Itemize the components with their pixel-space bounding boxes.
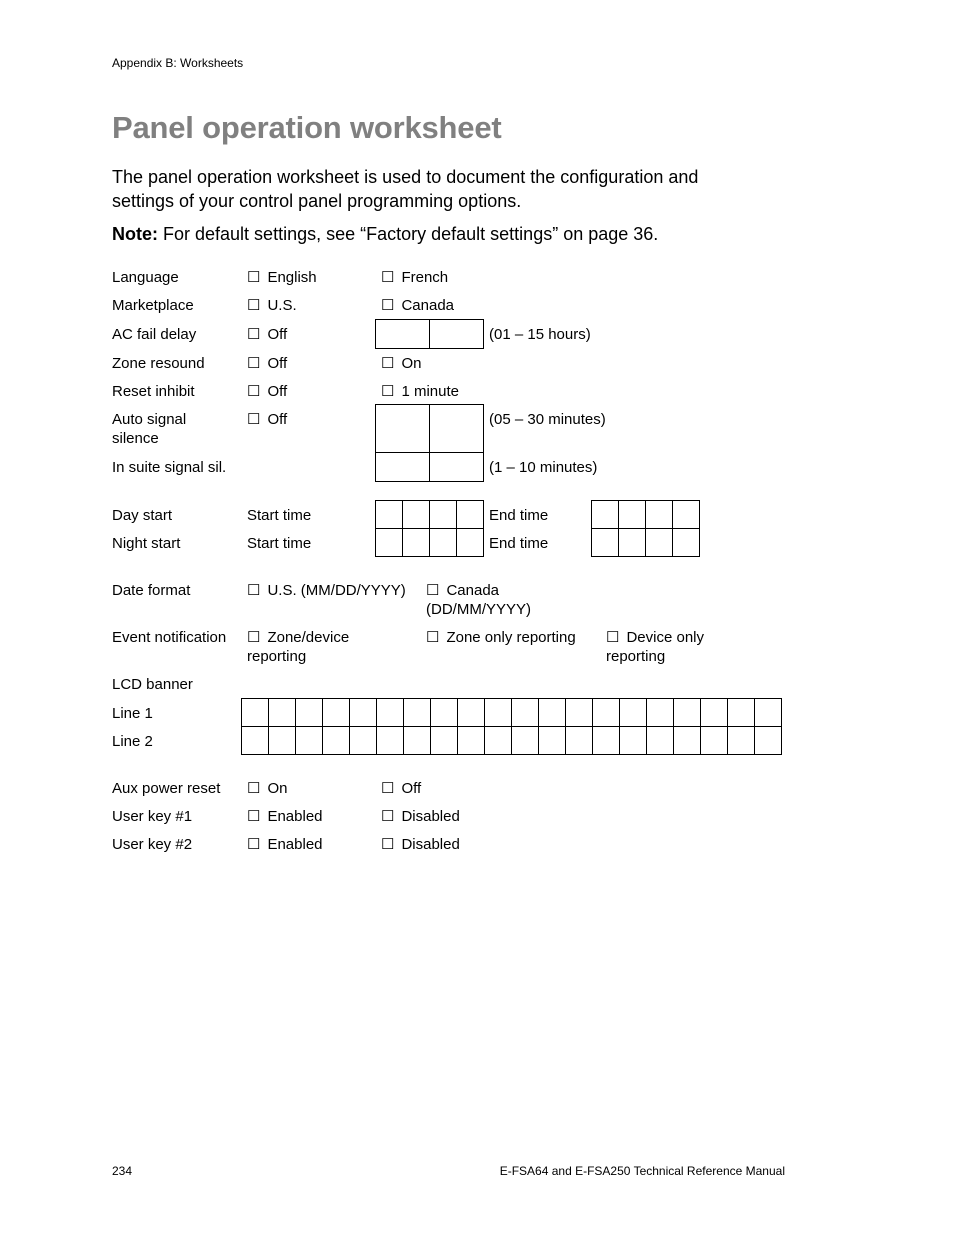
- date-format-us-option[interactable]: [247, 581, 406, 600]
- night-start-label: Night start: [112, 535, 181, 552]
- option-label: French: [401, 269, 449, 286]
- option-label: Off: [267, 411, 288, 428]
- checkbox-icon[interactable]: ☐: [381, 355, 395, 372]
- lcd-char-box[interactable]: [377, 699, 404, 727]
- option-label: 1 minute: [401, 383, 459, 400]
- option-label: Canada (DD/MM/YYYY): [426, 582, 531, 618]
- entry-box[interactable]: [376, 453, 430, 482]
- checkbox-icon[interactable]: ☐: [247, 780, 261, 797]
- lcd-char-box[interactable]: [296, 727, 323, 755]
- page-title: Panel operation worksheet: [112, 110, 502, 145]
- lcd-char-box[interactable]: [242, 699, 269, 727]
- option-label: Off: [267, 355, 288, 372]
- lcd-char-box[interactable]: [674, 699, 701, 727]
- entry-box[interactable]: [619, 529, 646, 557]
- entry-box[interactable]: [430, 320, 484, 349]
- checkbox-icon[interactable]: ☐: [381, 383, 395, 400]
- in-suite-signal-sil-label: In suite signal sil.: [112, 459, 227, 476]
- ac-fail-delay-label: AC fail delay: [112, 326, 197, 343]
- event-zone-device-option[interactable]: [247, 628, 397, 666]
- lcd-char-box[interactable]: [404, 727, 431, 755]
- reset-inhibit-off-option[interactable]: [247, 382, 287, 401]
- ac-fail-delay-entry-boxes[interactable]: [375, 319, 484, 349]
- lcd-char-box[interactable]: [647, 727, 674, 755]
- entry-box[interactable]: [430, 529, 457, 557]
- auto-signal-silence-entry-boxes[interactable]: [375, 404, 484, 453]
- lcd-char-box[interactable]: [350, 699, 377, 727]
- language-label: Language: [112, 269, 179, 286]
- lcd-char-box[interactable]: [728, 727, 755, 755]
- lcd-char-box[interactable]: [458, 727, 485, 755]
- lcd-line-1-label: Line 1: [112, 705, 153, 722]
- checkbox-icon[interactable]: ☐: [247, 269, 261, 286]
- entry-box[interactable]: [403, 529, 430, 557]
- entry-box[interactable]: [376, 405, 430, 453]
- option-label: Enabled: [267, 836, 323, 853]
- checkbox-icon[interactable]: ☐: [381, 780, 395, 797]
- lcd-char-box[interactable]: [755, 727, 782, 755]
- auto-signal-silence-off-option[interactable]: [247, 410, 287, 429]
- lcd-char-box[interactable]: [701, 727, 728, 755]
- lcd-char-box[interactable]: [323, 727, 350, 755]
- night-end-time-label: End time: [489, 535, 549, 552]
- in-suite-signal-sil-entry-boxes[interactable]: [375, 452, 484, 482]
- checkbox-icon[interactable]: ☐: [381, 836, 395, 853]
- zone-resound-off-option[interactable]: [247, 354, 287, 373]
- user-key-1-label: User key #1: [112, 808, 193, 825]
- night-start-time-label: Start time: [247, 535, 312, 552]
- option-label: U.S. (MM/DD/YYYY): [267, 582, 406, 599]
- day-start-time-label: Start time: [247, 507, 312, 524]
- in-suite-signal-sil-range: (1 – 10 minutes): [489, 459, 598, 476]
- checkbox-icon[interactable]: ☐: [247, 582, 261, 599]
- entry-box[interactable]: [619, 501, 646, 529]
- note-text: For default settings, see “Factory default settings” on page 36.: [163, 224, 659, 244]
- entry-box[interactable]: [457, 529, 484, 557]
- running-header: Appendix B: Worksheets: [112, 56, 244, 70]
- lcd-char-box[interactable]: [539, 699, 566, 727]
- lcd-char-box[interactable]: [620, 727, 647, 755]
- lcd-line-2-label: Line 2: [112, 733, 153, 750]
- lcd-char-box[interactable]: [377, 727, 404, 755]
- option-label: Zone/device reporting: [247, 629, 350, 665]
- option-label: Off: [267, 383, 288, 400]
- aux-power-reset-on-option[interactable]: [247, 779, 287, 798]
- manual-title: E-FSA64 and E-FSA250 Technical Reference Manual: [499, 1164, 785, 1178]
- lcd-char-box[interactable]: [512, 727, 539, 755]
- checkbox-icon[interactable]: ☐: [247, 355, 261, 372]
- lcd-char-box[interactable]: [485, 727, 512, 755]
- lcd-char-box[interactable]: [350, 727, 377, 755]
- date-format-label: Date format: [112, 582, 191, 599]
- lcd-char-box[interactable]: [485, 699, 512, 727]
- option-label: Device only reporting: [606, 629, 704, 665]
- entry-box[interactable]: [376, 501, 403, 529]
- option-label: English: [267, 269, 317, 286]
- end-time-entry-boxes[interactable]: [591, 500, 700, 557]
- checkbox-icon[interactable]: ☐: [606, 629, 620, 646]
- reset-inhibit-label: Reset inhibit: [112, 383, 195, 400]
- note-label: Note:: [112, 224, 158, 244]
- user-key-2-disabled-option[interactable]: [381, 835, 460, 854]
- option-label: Zone only reporting: [446, 629, 576, 646]
- reset-inhibit-1-minute-option[interactable]: [381, 382, 459, 401]
- day-start-label: Day start: [112, 507, 173, 524]
- option-label: Enabled: [267, 808, 323, 825]
- lcd-char-box[interactable]: [620, 699, 647, 727]
- entry-box[interactable]: [646, 501, 673, 529]
- checkbox-icon[interactable]: ☐: [426, 582, 440, 599]
- option-label: On: [401, 355, 422, 372]
- lcd-banner-entry-grid[interactable]: [241, 698, 782, 755]
- option-label: Disabled: [401, 808, 460, 825]
- auto-signal-silence-range: (05 – 30 minutes): [489, 411, 606, 428]
- lcd-char-box[interactable]: [242, 727, 269, 755]
- checkbox-icon[interactable]: ☐: [426, 629, 440, 646]
- entry-box[interactable]: [592, 501, 619, 529]
- checkbox-icon[interactable]: ☐: [247, 383, 261, 400]
- checkbox-icon[interactable]: ☐: [247, 326, 261, 343]
- checkbox-icon[interactable]: ☐: [247, 808, 261, 825]
- option-label: Off: [267, 326, 288, 343]
- marketplace-label: Marketplace: [112, 297, 194, 314]
- lcd-char-box[interactable]: [566, 699, 593, 727]
- checkbox-icon[interactable]: ☐: [381, 297, 395, 314]
- zone-resound-on-option[interactable]: [381, 354, 421, 373]
- auto-signal-silence-label: Auto signal silence: [112, 411, 187, 447]
- start-time-entry-boxes[interactable]: [375, 500, 484, 557]
- language-english-option[interactable]: [247, 268, 317, 287]
- option-label: U.S.: [267, 297, 297, 314]
- option-label: Disabled: [401, 836, 460, 853]
- lcd-char-box[interactable]: [674, 727, 701, 755]
- entry-box[interactable]: [430, 405, 484, 453]
- lcd-char-box[interactable]: [269, 727, 296, 755]
- marketplace-canada-option[interactable]: [381, 296, 454, 315]
- aux-power-reset-off-option[interactable]: [381, 779, 421, 798]
- lcd-char-box[interactable]: [593, 727, 620, 755]
- user-key-1-enabled-option[interactable]: [247, 807, 323, 826]
- lcd-char-box[interactable]: [566, 727, 593, 755]
- page-number: 234: [112, 1164, 133, 1178]
- lcd-char-box[interactable]: [431, 727, 458, 755]
- option-label: On: [267, 780, 288, 797]
- user-key-2-enabled-option[interactable]: [247, 835, 323, 854]
- ac-fail-delay-off-option[interactable]: [247, 325, 287, 344]
- day-end-time-label: End time: [489, 507, 549, 524]
- lcd-char-box[interactable]: [323, 699, 350, 727]
- event-device-only-option[interactable]: [606, 628, 736, 666]
- entry-box[interactable]: [403, 501, 430, 529]
- lcd-char-box[interactable]: [701, 699, 728, 727]
- lcd-char-box[interactable]: [269, 699, 296, 727]
- lcd-char-box[interactable]: [593, 699, 620, 727]
- entry-box[interactable]: [376, 529, 403, 557]
- entry-box[interactable]: [430, 501, 457, 529]
- user-key-1-disabled-option[interactable]: [381, 807, 460, 826]
- lcd-char-box[interactable]: [539, 727, 566, 755]
- entry-box[interactable]: [673, 501, 700, 529]
- note-paragraph: [112, 222, 658, 246]
- language-french-option[interactable]: [381, 268, 448, 287]
- option-label: Off: [401, 780, 422, 797]
- entry-box[interactable]: [646, 529, 673, 557]
- aux-power-reset-label: Aux power reset: [112, 780, 221, 797]
- user-key-2-label: User key #2: [112, 836, 193, 853]
- lcd-char-box[interactable]: [728, 699, 755, 727]
- lcd-char-box[interactable]: [404, 699, 431, 727]
- checkbox-icon[interactable]: ☐: [247, 411, 261, 428]
- entry-box[interactable]: [673, 529, 700, 557]
- checkbox-icon[interactable]: ☐: [381, 808, 395, 825]
- lcd-char-box[interactable]: [647, 699, 674, 727]
- lcd-banner-label: LCD banner: [112, 676, 193, 693]
- zone-resound-label: Zone resound: [112, 355, 205, 372]
- lcd-char-box[interactable]: [296, 699, 323, 727]
- intro-paragraph: The panel operation worksheet is used to document the configuration and settings of your control panel programming options.: [112, 167, 699, 211]
- entry-box[interactable]: [592, 529, 619, 557]
- checkbox-icon[interactable]: ☐: [381, 269, 395, 286]
- date-format-canada-option[interactable]: [426, 581, 556, 619]
- option-label: Canada: [401, 297, 454, 314]
- checkbox-icon[interactable]: ☐: [247, 836, 261, 853]
- event-notification-label: Event notification: [112, 629, 227, 646]
- entry-box[interactable]: [376, 320, 430, 349]
- lcd-char-box[interactable]: [458, 699, 485, 727]
- lcd-char-box[interactable]: [512, 699, 539, 727]
- lcd-char-box[interactable]: [755, 699, 782, 727]
- entry-box[interactable]: [430, 453, 484, 482]
- ac-fail-delay-range: (01 – 15 hours): [489, 326, 591, 343]
- lcd-char-box[interactable]: [431, 699, 458, 727]
- checkbox-icon[interactable]: ☐: [247, 297, 261, 314]
- entry-box[interactable]: [457, 501, 484, 529]
- event-zone-only-option[interactable]: [426, 628, 576, 647]
- checkbox-icon[interactable]: ☐: [247, 629, 261, 646]
- marketplace-us-option[interactable]: [247, 296, 297, 315]
